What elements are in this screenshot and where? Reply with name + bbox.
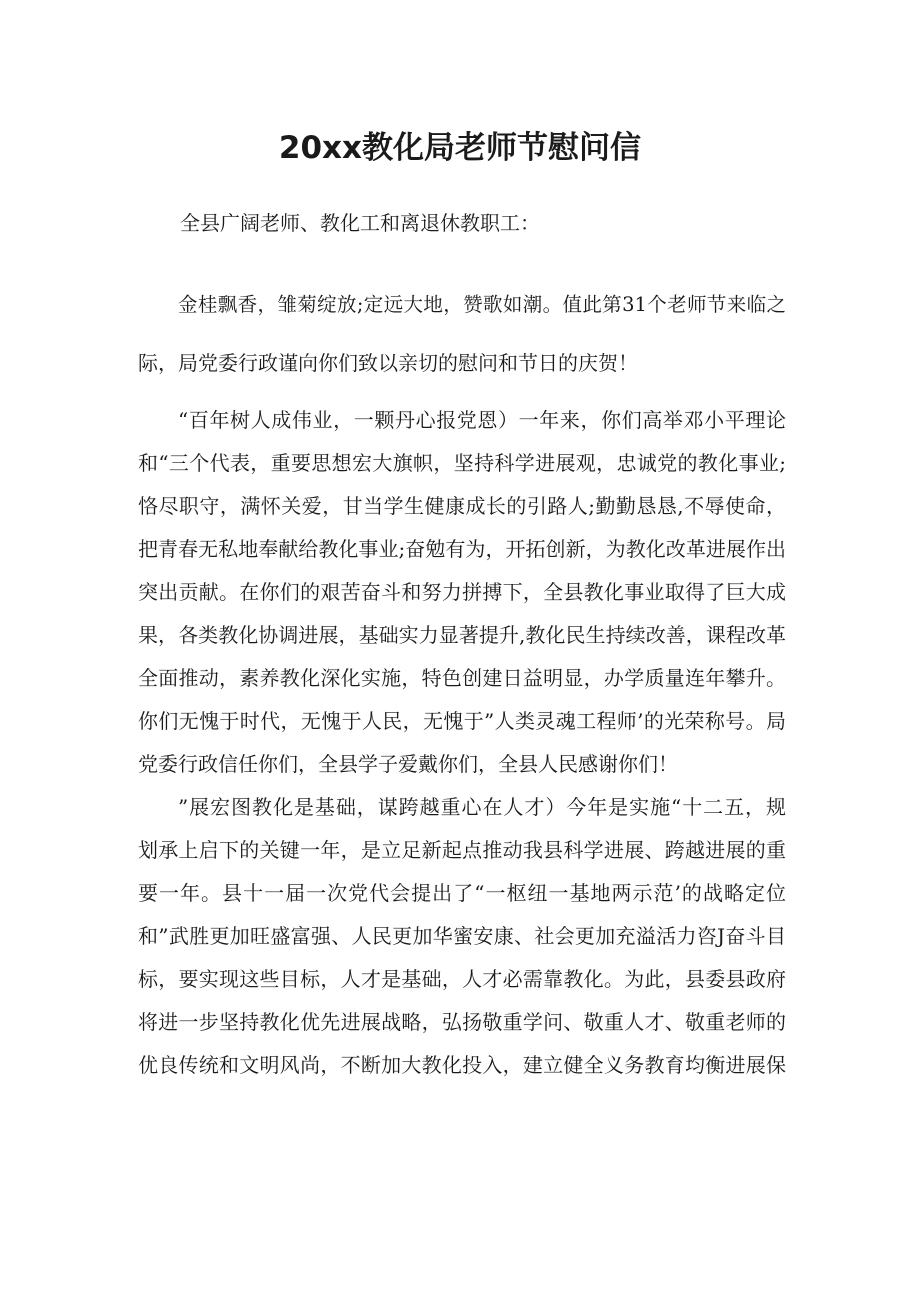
paragraph-line: 突出贡献。在你们的艰苦奋斗和努力拼搏下，全县教化事业取得了巨大成 — [138, 580, 786, 604]
paragraph-line: 全面推动，素养教化深化实施，特色创建日益明显，办学质量连年攀升。 — [138, 666, 786, 690]
paragraph-line: 果，各类教化协调进展，基础实力显著提升,教化民生持续改善，课程改革 — [138, 623, 786, 647]
salutation: 全县广阔老师、教化工和离退休教职工： — [180, 211, 540, 235]
paragraph-line: 恪尽职守，满怀关爱，甘当学生健康成长的引路人;勤勤恳恳,不辱使命， — [138, 494, 786, 518]
paragraph-line: 党委行政信任你们，全县学子爱戴你们，全县人民感谢你们！ — [138, 752, 678, 776]
paragraph-line: 你们无愧于时代，无愧于人民，无愧于”人类灵魂工程师’的光荣称号。局 — [138, 709, 786, 733]
paragraph-line: 将进一步坚持教化优先进展战略，弘扬敬重学问、敬重人才、敬重老师的 — [138, 1010, 786, 1034]
paragraph-line: 把青春无私地奉献给教化事业;奋勉有为，开拓创新，为教化改革进展作出 — [138, 537, 786, 561]
paragraph-line: 际，局党委行政谨向你们致以亲切的慰问和节日的庆贺！ — [138, 351, 638, 375]
paragraph-line: 划承上启下的关键一年，是立足新起点推动我县科学进展、跨越进展的重 — [138, 838, 786, 862]
paragraph-line: 和“三个代表，重要思想宏大旗帜，坚持科学进展观，忠诚党的教化事业; — [138, 451, 786, 475]
paragraph-line: 优良传统和文明风尚，不断加大教化投入，建立健全义务教育均衡进展保 — [138, 1053, 786, 1077]
paragraph-line: 要一年。县十一届一次党代会提出了“一枢纽一基地两示范’的战略定位 — [138, 881, 786, 905]
document-title: 20xx教化局老师节慰问信 — [278, 130, 642, 166]
paragraph-line: ”展宏图教化是基础，谋跨越重心在人才）今年是实施“十二五，规 — [178, 795, 786, 819]
paragraph-line: “百年树人成伟业，一颗丹心报党恩）一年来，你们高举邓小平理论 — [178, 408, 786, 432]
paragraph-line: 标，要实现这些目标，人才是基础，人才必需靠教化。为此，县委县政府 — [138, 967, 786, 991]
paragraph-line: 和”武胜更加旺盛富强、人民更加华蜜安康、社会更加充溢活力咨J奋斗目 — [138, 924, 786, 948]
paragraph-line: 金桂飘香，雏菊绽放;定远大地，赞歌如潮。值此第31个老师节来临之 — [178, 293, 786, 316]
